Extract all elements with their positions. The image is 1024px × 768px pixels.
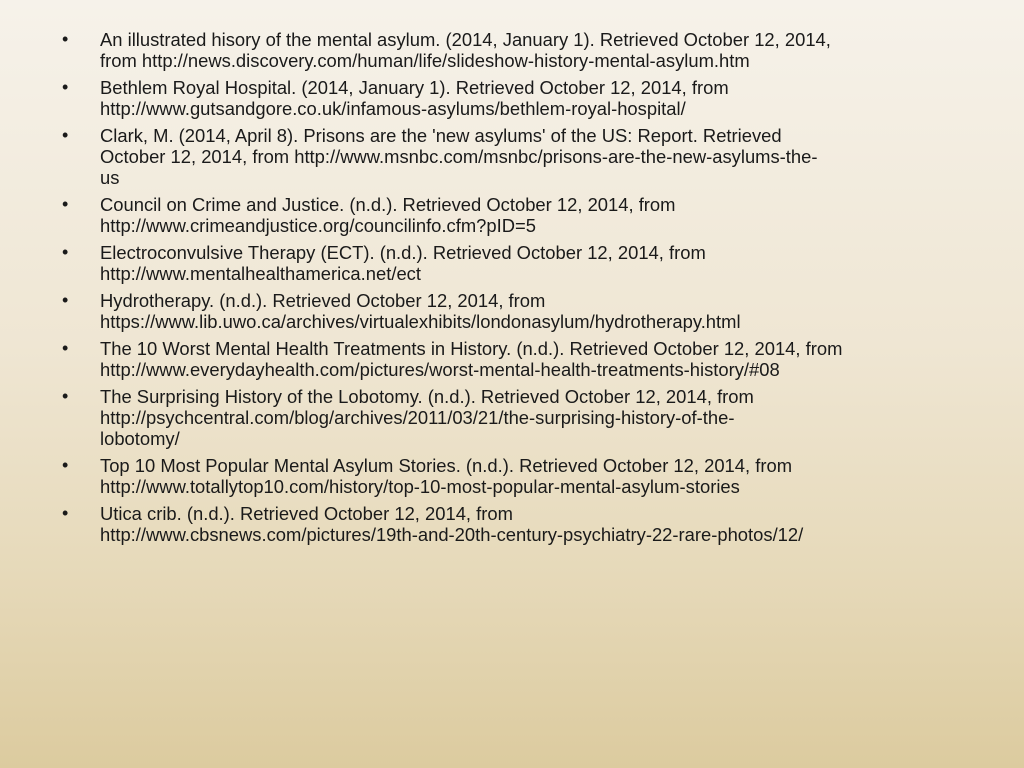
reference-item (62, 338, 962, 380)
bullet-icon: • (62, 386, 69, 406)
reference-text: Bethlem Royal Hospital. (2014, January 1). Retrieved October 12, 2014, from http://www.gutsandgore.co.uk/infamous-asylums/bethlem-royal-hospital/ (100, 77, 729, 119)
reference-item (62, 77, 962, 119)
reference-text: Top 10 Most Popular Mental Asylum Stories. (n.d.). Retrieved October 12, 2014, from http://www.totallytop10.com/history/top-10-most-popular-mental-asylum-stories (100, 455, 793, 497)
reference-item (62, 503, 962, 545)
reference-item (62, 194, 962, 236)
reference-text: Hydrotherapy. (n.d.). Retrieved October 12, 2014, from https://www.lib.uwo.ca/archives/virtualexhibits/londonasylum/hydrotherapy.html (100, 290, 741, 332)
bullet-icon: • (62, 77, 69, 97)
bullet-icon: • (62, 338, 69, 358)
bullet-icon: • (62, 503, 69, 523)
reference-text: Electroconvulsive Therapy (ECT). (n.d.). Retrieved October 12, 2014, from http://www.mentalhealthamerica.net/ect (100, 242, 706, 284)
reference-item (62, 125, 962, 188)
bullet-icon: • (62, 455, 69, 475)
reference-text: Clark, M. (2014, April 8). Prisons are the 'new asylums' of the US: Report. Retrieved October 12, 2014, from http://www.msnbc.com/msnbc/prisons-are-the-new-asylums-the- us (100, 125, 818, 188)
reference-item (62, 29, 962, 71)
reference-item (62, 455, 962, 497)
reference-item (62, 386, 962, 449)
reference-item (62, 242, 962, 284)
references-list (62, 29, 962, 551)
reference-text: The Surprising History of the Lobotomy. (n.d.). Retrieved October 12, 2014, from http://psychcentral.com/blog/archives/2011/03/21/the-surprising-history-of-the- lobotomy/ (100, 386, 754, 449)
reference-text: Council on Crime and Justice. (n.d.). Retrieved October 12, 2014, from http://www.crimeandjustice.org/councilinfo.cfm?pID=5 (100, 194, 676, 236)
reference-text: Utica crib. (n.d.). Retrieved October 12, 2014, from http://www.cbsnews.com/pictures/19th-and-20th-century-psychiatry-22-rare-photos/12/ (100, 503, 804, 545)
reference-text: An illustrated hisory of the mental asylum. (2014, January 1). Retrieved October 12, 2014, from http://news.discovery.com/human/life/slideshow-history-mental-asylum.htm (100, 29, 831, 71)
bullet-icon: • (62, 242, 69, 262)
bullet-icon: • (62, 194, 69, 214)
bullet-icon: • (62, 290, 69, 310)
bullet-icon: • (62, 125, 69, 145)
reference-item (62, 290, 962, 332)
reference-text: The 10 Worst Mental Health Treatments in History. (n.d.). Retrieved October 12, 2014, from http://www.everydayhealth.com/pictures/worst-mental-health-treatments-history/#08 (100, 338, 843, 380)
bullet-icon: • (62, 29, 69, 49)
